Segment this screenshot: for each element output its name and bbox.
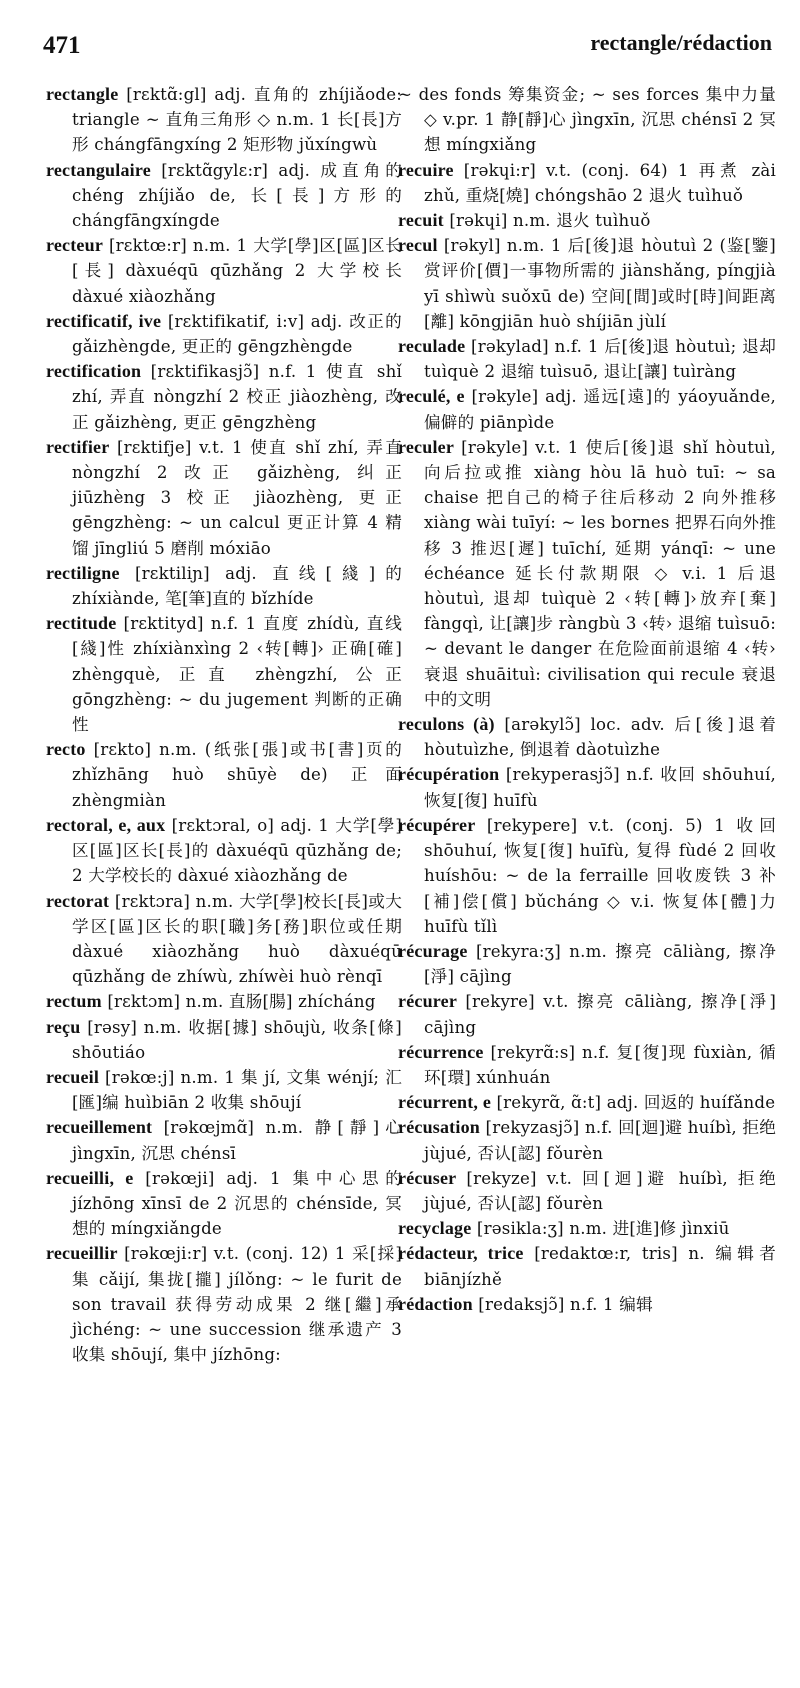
entry-headword: recteur: [46, 235, 104, 256]
entry-definition: adj. 直线[綫]的 zhíxiànde, 笔[筆]直的 bǐzhíde: [72, 563, 402, 609]
dictionary-entry: [46, 813, 402, 889]
dictionary-entry: [398, 1216, 776, 1241]
entry-headword: rédacteur, trice: [398, 1243, 524, 1264]
entry-definition: n.f. 1 使直 shǐ zhí, 弄直 nòngzhí 2 校正 jiàozhèng, 改正 gǎizhèng, 更正 gēngzhèng: [72, 362, 402, 432]
entry-headword: rectoral, e, aux: [46, 814, 166, 835]
dictionary-entry: [46, 1241, 402, 1367]
entry-headword: récupération: [398, 764, 500, 785]
entry-definition: v.t. (conj. 64) 1 再煮 zài zhǔ, 重烧[燒] chóngshāo 2 退火 tuìhuǒ: [424, 160, 776, 205]
dictionary-entry: [46, 889, 402, 990]
dictionary-entry: [46, 1015, 402, 1065]
dictionary-entry: [46, 1166, 402, 1242]
entry-headword: récuser: [398, 1167, 457, 1188]
entry-definition: n. 编辑者 biānjízhě: [424, 1244, 776, 1289]
entry-phonetic: [rəkyl]: [443, 236, 501, 256]
entry-phonetic: [rəkylad]: [471, 337, 549, 357]
entry-headword: reculade: [398, 336, 466, 357]
entry-phonetic: [rɛktiliɲ]: [134, 563, 210, 583]
entry-phonetic: [rekyra:ʒ]: [475, 941, 561, 961]
entry-phonetic: [rɛktɔra]: [114, 891, 191, 911]
entry-phonetic: [rəkyle]: [461, 437, 529, 457]
page-header: [0, 0, 800, 80]
entry-phonetic: [rɛktɑ̃gylɛ:r]: [161, 160, 269, 180]
entry-definition: n.f. 1 直度 zhídù, 直线[綫]性 zhíxiànxìng 2 ‹转[轉]› 正确[確] zhèngquè, 正直 zhèngzhí, 公正 gōngzhèng: ~ du jugement 判断的正确性: [72, 614, 402, 735]
entry-definition: n.f. 复[復]现 fùxiàn, 循环[環] xúnhuán: [424, 1042, 776, 1087]
dictionary-entry: [398, 208, 776, 233]
running-head: rectangle/rédaction: [590, 30, 772, 55]
entry-definition: n.m. 1 集 jí, 文集 wénjí; 汇[匯]编 huìbiān 2 收集 shōují: [72, 1067, 402, 1113]
entry-phonetic: [rekyre]: [465, 992, 535, 1012]
dictionary-entry: [46, 309, 402, 359]
dictionary-entry: [398, 1166, 776, 1216]
entry-phonetic: [rɛktifje]: [116, 437, 192, 457]
page-number: 471: [43, 32, 81, 59]
left-column: [46, 82, 402, 1672]
entry-headword: rectum: [46, 991, 102, 1012]
dictionary-entry: [46, 233, 402, 309]
dictionary-entry: [398, 82, 776, 158]
entry-headword: récurage: [398, 940, 468, 961]
right-column: [398, 82, 776, 1672]
entry-definition: adj. 成直角的 chéng zhíjiǎo de, 长[長]方形的 chángfāngxíngde: [72, 160, 402, 231]
dictionary-entry: [398, 712, 776, 762]
entry-phonetic: [rəkɥi]: [449, 211, 508, 231]
entry-definition: n.f. 1 编辑: [570, 1294, 653, 1314]
entry-headword: récurer: [398, 991, 458, 1012]
entry-definition: n.f. 回[迴]避 huíbì, 拒绝 jùjué, 否认[認] fǒurèn: [424, 1118, 776, 1163]
entry-headword: rectiligne: [46, 562, 120, 583]
dictionary-entry: [398, 435, 776, 712]
dictionary-entry: [46, 435, 402, 561]
entry-headword: rectangle: [46, 84, 119, 104]
entry-phonetic: [rəsikla:ʒ]: [476, 1219, 564, 1239]
dictionary-entry: [46, 611, 402, 737]
entry-definition: adj. 回返的 huífǎnde: [606, 1093, 776, 1113]
entry-phonetic: [rekyze]: [466, 1168, 537, 1188]
entry-definition: n.m. 进[進]修 jìnxiū: [569, 1219, 730, 1239]
entry-phonetic: [rəkyle]: [471, 387, 539, 407]
entry-headword: rédaction: [398, 1293, 473, 1314]
entry-phonetic: [rekyrɑ̃, ɑ̃:t]: [496, 1093, 602, 1113]
entry-definition: n.m. 收据[據] shōujù, 收条[條] shōutiáo: [72, 1017, 402, 1062]
dictionary-entry: [46, 989, 402, 1014]
entry-headword: rectorat: [46, 890, 110, 911]
dictionary-entry: [46, 359, 402, 435]
entry-headword: récurrence: [398, 1041, 484, 1062]
dictionary-entry: [398, 158, 776, 208]
entry-headword: recueillement: [46, 1117, 153, 1138]
dictionary-entry: [46, 561, 402, 611]
entry-phonetic: [rəkœji:r]: [124, 1244, 208, 1264]
entry-phonetic: [rəkœji]: [145, 1168, 215, 1188]
dictionary-entry: [398, 1090, 776, 1115]
entry-headword: recueil: [46, 1066, 100, 1087]
entry-definition: n.f. 收回 shōuhuí, 恢复[復] huīfù: [424, 765, 776, 810]
dictionary-entry: [398, 1115, 776, 1165]
dictionary-entry: [398, 762, 776, 812]
dictionary-entry: [398, 1292, 776, 1317]
dictionary-entry: [46, 737, 402, 813]
entry-phonetic: [rəkœjmɑ̃]: [163, 1118, 255, 1138]
entry-phonetic: [rɛktɔm]: [107, 992, 181, 1012]
entry-headword: rectangulaire: [46, 159, 151, 180]
entry-headword: recueilli, e: [46, 1167, 134, 1188]
entry-phonetic: [rɛkto]: [93, 740, 152, 760]
entry-phonetic: [rəkœ:j]: [105, 1067, 175, 1087]
entry-headword: recuit: [398, 210, 444, 231]
entry-definition: v.t. 1 使后[後]退 shǐ hòutuì, 向后拉或推 xiàng hòu lā huò tuī: ~ sa chaise 把自己的椅子往后移动 2 向外推移 xiàng wài tuīyí: ~ les bornes 把界石向外推移 3 推迟[遲] tuīchí, 延期 yánqī: ~ une échéance 延长付款期限 ◇ v.i. 1 后退 hòutuì, 退却 tuìquè 2 ‹转[轉]›放弃[棄] fàngqì, 让[讓]步 ràngbù 3 ‹转› 退缩 tuìsuō: ~ devant le danger 在危险面前退缩 4 ‹转› 衰退 shuāituì: civilisation qui recule 衰退中的文明: [424, 437, 776, 709]
entry-phonetic: [rekyzasjɔ̃]: [485, 1118, 580, 1138]
entry-definition: loc. adv. 后[後]退着 hòutuìzhe, 倒退着 dàotuìzhe: [424, 715, 776, 760]
entry-phonetic: [rekypere]: [486, 815, 578, 835]
entry-definition: adj. 1 大学[學]区[區]区长[長]的 dàxuéqū qūzhǎng de; 2 大学校长的 dàxué xiàozhǎng de: [72, 815, 402, 886]
entry-phonetic: [rɛktœ:r]: [108, 236, 187, 256]
entry-definition: adj. 1 集中心思的 jízhōng xīnsī de 2 沉思的 chénsīde, 冥想的 míngxiǎngde: [72, 1168, 402, 1239]
entry-definition: v.t. 擦亮 cāliàng, 擦净[淨] cājìng: [424, 992, 776, 1037]
entry-definition: v.t. (conj. 12) 1 采[採]集 cǎijí, 集拢[攏] jílǒng: ~ le furit de son travail 获得劳动成果 2 继[繼]承 jìchéng: ~ une succession 继承遗产 3 收集 shōují, 集中 jízhōng:: [72, 1244, 402, 1365]
entry-headword: récupérer: [398, 814, 476, 835]
entry-phonetic: [rɛktifikatif, i:v]: [167, 311, 305, 331]
entry-definition: n.m. 静[靜]心 jìngxīn, 沉思 chénsī: [72, 1118, 402, 1163]
entry-definition: n.m. 直肠[腸] zhícháng: [185, 992, 376, 1012]
entry-definition: adj. 直角的 zhíjiǎode: triangle ~ 直角三角形 ◇ n.m. 1 长[長]方形 chángfāngxíng 2 矩形物 jǔxíngwù: [72, 85, 402, 155]
entry-definition: n.m. 大学[學]校长[長]或大学区[區]区长的职[職]务[務]职位或任期 dàxué xiàozhǎng huò dàxuéqū qūzhǎng de zhíwù, zhíwèi huò rènqī: [72, 891, 402, 987]
entry-definition: v.t. (conj. 5) 1 收回 shōuhuí, 恢复[復] huīfù, 复得 fùdé 2 回收 huíshōu: ~ de la ferraille 回收废铁 3 补[補]偿[償] bǔcháng ◇ v.i. 恢复体[體]力 huīfù tǐlì: [424, 815, 776, 936]
entry-headword: reculer: [398, 436, 455, 457]
entry-definition: n.f. 1 后[後]退 hòutuì; 退却 tuìquè 2 退缩 tuìsuō, 退让[讓] tuìràng: [424, 337, 776, 382]
dictionary-entry: [46, 82, 402, 158]
entry-headword: récusation: [398, 1117, 480, 1138]
entry-headword: recto: [46, 739, 86, 760]
entry-phonetic: [rəkɥi:r]: [463, 160, 536, 180]
dictionary-entry: [398, 939, 776, 989]
entry-phonetic: [rəsy]: [87, 1017, 138, 1037]
entry-headword: recul: [398, 235, 438, 256]
entry-definition: v.t. 回[迴]避 huíbì, 拒绝 jùjué, 否认[認] fǒurèn: [424, 1168, 776, 1213]
entry-definition: ~ des fonds 筹集资金; ~ ses forces 集中力量 ◇ v.pr. 1 静[靜]心 jìngxīn, 沉思 chénsī 2 冥想 míngxiǎng: [398, 85, 776, 155]
entry-headword: rectification: [46, 361, 142, 382]
dictionary-entry: [398, 1241, 776, 1291]
entry-headword: recyclage: [398, 1218, 472, 1239]
entry-phonetic: [rekyperasjɔ̃]: [505, 765, 620, 785]
entry-phonetic: [redaktœ:r, tris]: [534, 1244, 678, 1264]
entry-headword: rectifier: [46, 436, 110, 457]
entry-phonetic: [rɛktɔral, o]: [171, 815, 275, 835]
dictionary-entry: [398, 233, 776, 334]
entry-phonetic: [redaksjɔ̃]: [478, 1294, 565, 1314]
entry-headword: reçu: [46, 1016, 81, 1037]
dictionary-entry: [46, 1115, 402, 1165]
dictionary-entry: [46, 1065, 402, 1115]
entry-definition: adj. 改正的 gǎizhèngde, 更正的 gēngzhèngde: [72, 311, 402, 357]
entry-headword: reculons (à): [398, 714, 495, 735]
entry-definition: n.m. 退火 tuìhuǒ: [512, 211, 651, 231]
dictionary-entry: [398, 989, 776, 1039]
entry-headword: recuire: [398, 159, 454, 180]
entry-definition: v.t. 1 使直 shǐ zhí, 弄直 nòngzhí 2 改正 gǎizhèng, 纠正 jiūzhèng 3 校正 jiàozhèng, 更正 gēngzhèng: ~ un calcul 更正计算 4 精馏 jīngliú 5 磨削 móxiāo: [72, 437, 402, 558]
dictionary-entry: [398, 813, 776, 939]
entry-headword: récurrent, e: [398, 1092, 492, 1113]
entry-headword: rectitude: [46, 613, 117, 634]
entry-definition: n.m. (纸张[張]或书[書]页的 zhǐzhāng huò shūyè de) 正面 zhèngmiàn: [72, 740, 402, 810]
entry-definition: n.m. 1 后[後]退 hòutuì 2 (鉴[鑒]赏评价[價]一事物所需的 jiànshǎng, píngjià yī shìwù suǒxū de) 空间[間]或时[時]间距离[離] kōngjiān huò shíjiān jùlí: [424, 236, 776, 331]
entry-phonetic: [rɛktifikasjɔ̃]: [150, 362, 260, 382]
dictionary-entry: [46, 158, 402, 234]
entry-phonetic: [rekyrɑ̃:s]: [490, 1042, 576, 1062]
entry-headword: reculé, e: [398, 386, 465, 407]
dictionary-entry: [398, 384, 776, 434]
entry-headword: recueillir: [46, 1243, 118, 1264]
entry-definition: n.m. 擦亮 cāliàng, 擦净[淨] cājìng: [424, 941, 776, 987]
dictionary-entry: [398, 334, 776, 384]
entry-phonetic: [arəkylɔ̃]: [504, 715, 581, 735]
entry-phonetic: [rɛktityd]: [123, 614, 204, 634]
entry-phonetic: [rɛktɑ̃:gl]: [126, 85, 207, 104]
entry-definition: n.m. 1 大学[學]区[區]区长[長] dàxuéqū qūzhǎng 2 大学校长 dàxué xiàozhǎng: [72, 236, 402, 306]
dictionary-entry: [398, 1040, 776, 1090]
entry-headword: rectificatif, ive: [46, 310, 162, 331]
entry-definition: adj. 遥远[遠]的 yáoyuǎnde, 偏僻的 piānpìde: [424, 387, 776, 432]
